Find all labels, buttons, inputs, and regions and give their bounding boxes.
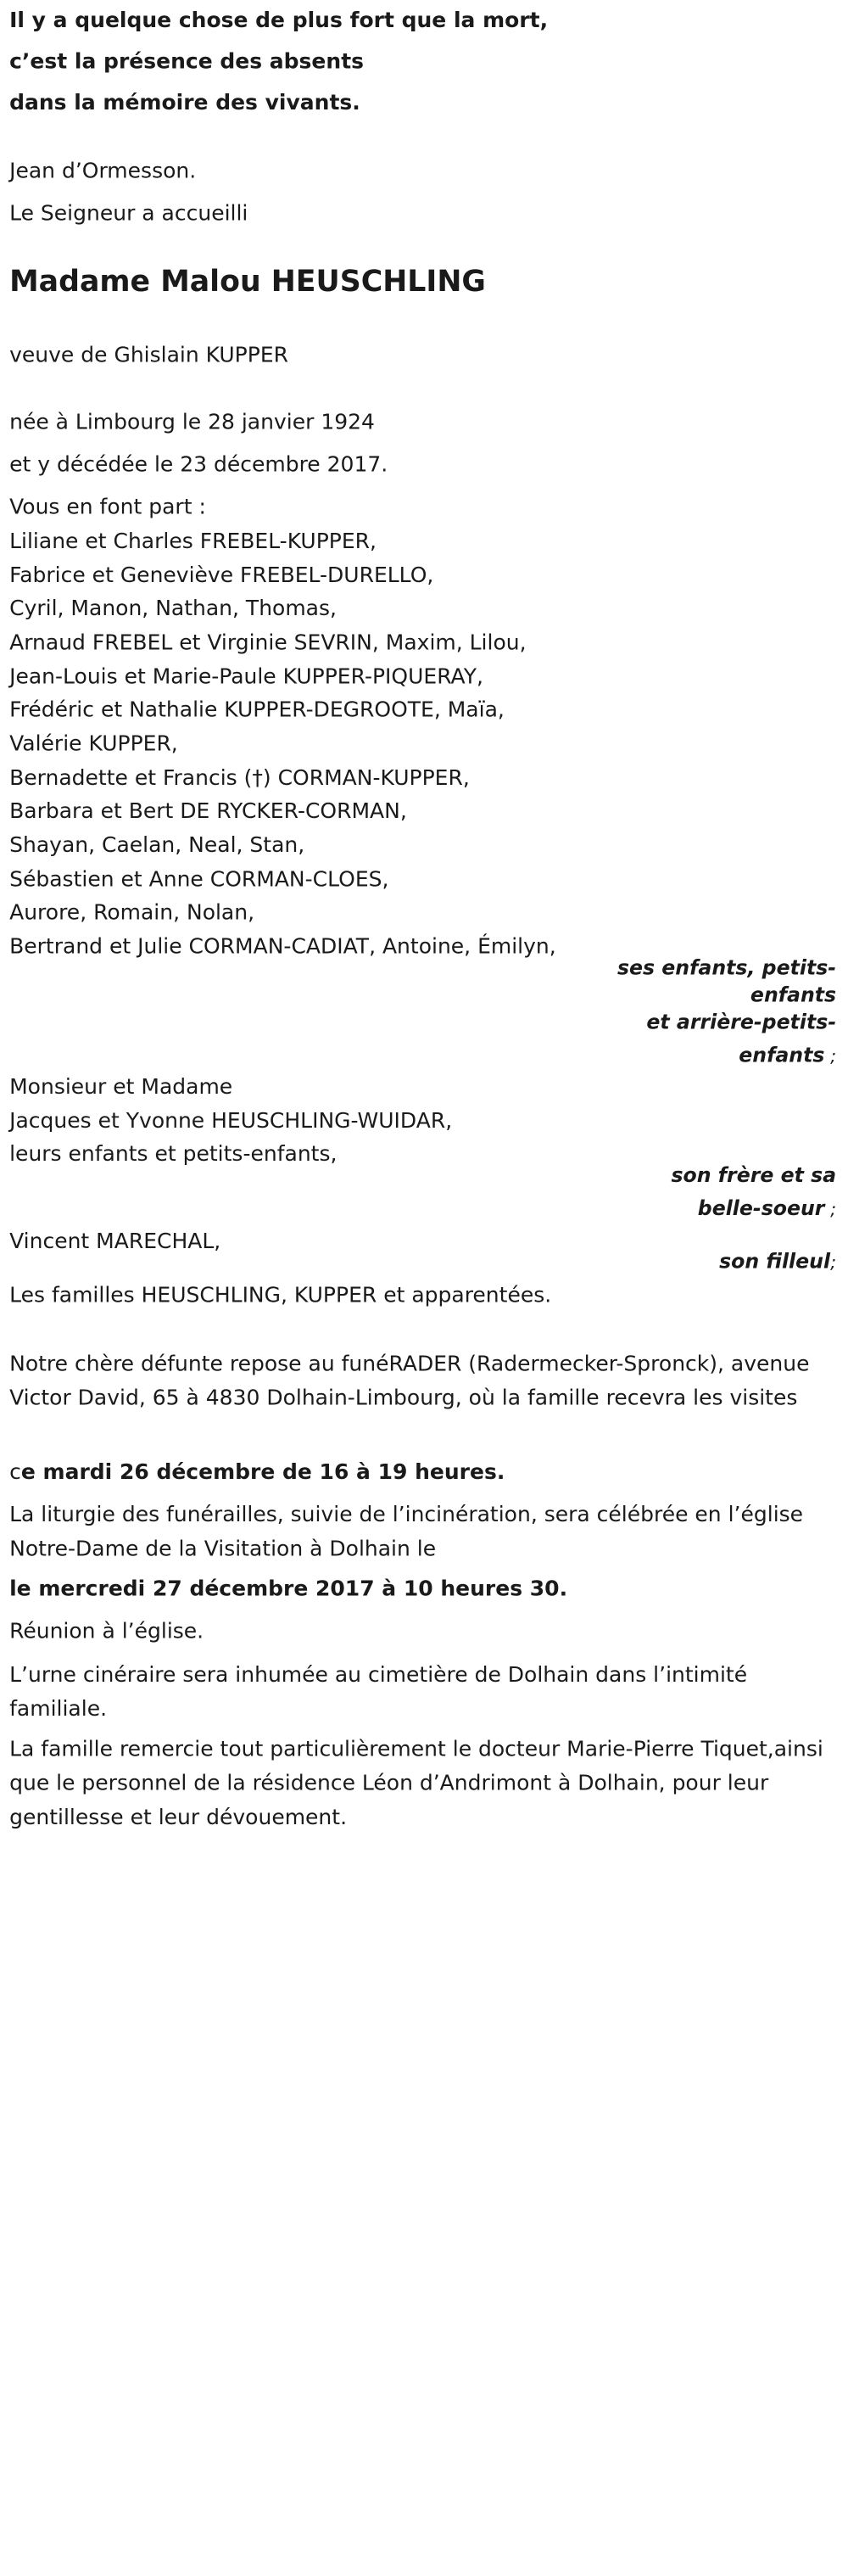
death-info: et y décédée le 23 décembre 2017. xyxy=(9,452,388,478)
family-line: Jacques et Yvonne HEUSCHLING-WUIDAR, xyxy=(9,1108,453,1134)
families-line: Les familles HEUSCHLING, KUPPER et apparentées. xyxy=(9,1283,552,1308)
family-line: Monsieur et Madame xyxy=(9,1074,233,1100)
relation-sibling: son frère et sa belle-soeur ; xyxy=(671,1164,837,1221)
rest-paragraph: Notre chère défunte repose au funéRADER (Radermecker-Spronck), avenue Victor David, 65 à 4830 Dolhain-Limbourg, où la famille recevra les visites xyxy=(9,1352,810,1411)
birth-info: née à Limbourg le 28 janvier 1924 xyxy=(9,410,375,435)
family-line: Bertrand et Julie CORMAN-CADIAT, Antoine, Émilyn, xyxy=(9,934,556,960)
family-line: Aurore, Romain, Nolan, xyxy=(9,900,255,926)
family-line: Liliane et Charles FREBEL-KUPPER, xyxy=(9,529,377,554)
family-line: Fabrice et Geneviève FREBEL-DURELLO, xyxy=(9,563,434,589)
family-line: Cyril, Manon, Nathan, Thomas, xyxy=(9,596,337,621)
urn-paragraph: L’urne cinéraire sera inhumée au cimetière de Dolhain dans l’intimité familiale. xyxy=(9,1662,748,1722)
intro-text: Le Seigneur a accueilli xyxy=(9,201,248,227)
announce-label: Vous en font part : xyxy=(9,495,206,520)
quote-line-1: Il y a quelque chose de plus fort que la mort, xyxy=(9,8,549,33)
ceremony-date: le mercredi 27 décembre 2017 à 10 heures 30. xyxy=(9,1576,568,1602)
widow-of: veuve de Ghislain KUPPER xyxy=(9,343,288,368)
family-line: leurs enfants et petits-enfants, xyxy=(9,1141,338,1168)
quote-author: Jean d’Ormesson. xyxy=(9,159,197,184)
thanks-paragraph: La famille remercie tout particulièrement le docteur Marie-Pierre Tiquet,ainsi que le personnel de la résidence Léon d’Andrimont à Dolhain, pour leur gentillesse et leur dévouement. xyxy=(9,1737,823,1830)
family-line: Bernadette et Francis (†) CORMAN-KUPPER, xyxy=(9,765,470,791)
quote-line-3: dans la mémoire des vivants. xyxy=(9,90,360,116)
family-line: Frédéric et Nathalie KUPPER-DEGROOTE, Maïa, xyxy=(9,697,505,723)
family-line: Valérie KUPPER, xyxy=(9,731,178,757)
meeting-line: Réunion à l’église. xyxy=(9,1619,204,1644)
family-line: Arnaud FREBEL et Virginie SEVRIN, Maxim, Lilou, xyxy=(9,630,527,656)
family-line: Sébastien et Anne CORMAN-CLOES, xyxy=(9,867,389,893)
family-line: Shayan, Caelan, Neal, Stan, xyxy=(9,832,305,859)
relation-children: ses enfants, petits- enfants et arrière-petits- enfants ; xyxy=(616,956,837,1068)
family-line: Barbara et Bert DE RYCKER-CORMAN, xyxy=(9,798,407,824)
liturgy-paragraph: La liturgie des funérailles, suivie de l’incinération, sera célébrée en l’église Notre-Dame de la Visitation à Dolhain le xyxy=(9,1502,804,1562)
visit-line: ce mardi 26 décembre de 16 à 19 heures. xyxy=(9,1459,505,1486)
family-line: Jean-Louis et Marie-Paule KUPPER-PIQUERAY, xyxy=(9,664,483,690)
godson-name: Vincent MARECHAL, xyxy=(9,1229,221,1254)
deceased-name: Madame Malou HEUSCHLING xyxy=(9,264,486,299)
quote-line-2: c’est la présence des absents xyxy=(9,49,365,75)
relation-godson: son filleul; xyxy=(719,1250,837,1274)
